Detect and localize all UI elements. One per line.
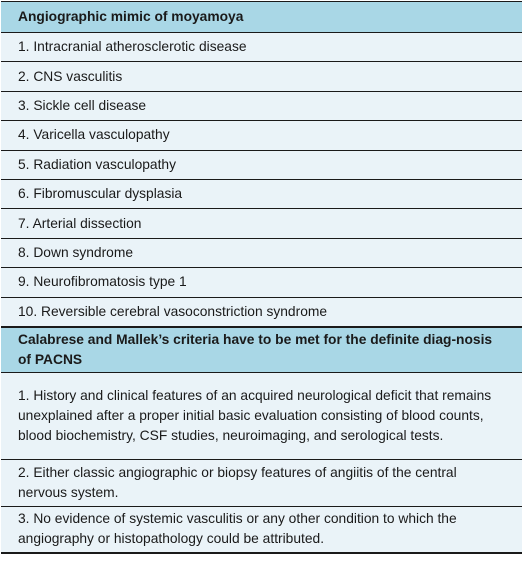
table-row: 6. Fibromuscular dysplasia — [1, 180, 522, 209]
table-row: 10. Reversible cerebral vasoconstriction syndrome — [1, 298, 522, 327]
table-row: 2. Either classic angiographic or biopsy features of angiitis of the central nervous system. — [1, 460, 522, 507]
table-row: 5. Radiation vasculopathy — [1, 151, 522, 180]
table-row: 1. History and clinical features of an acquired neurological deficit that remains unexplained after a proper initial basic evaluation consisting of blood counts, blood biochemistry, CSF studies, neuroimaging, and serological tests. — [1, 373, 522, 460]
table-row: 8. Down syndrome — [1, 239, 522, 268]
criteria-table — [1, 1, 522, 554]
table-row: 3. No evidence of systemic vasculitis or any other condition to which the angiography or histopathology could be attributed. — [1, 507, 522, 554]
table-row: 2. CNS vasculitis — [1, 62, 522, 91]
table-row: 4. Varicella vasculopathy — [1, 121, 522, 150]
section-header-moyamoya-mimics: Angiographic mimic of moyamoya — [1, 1, 522, 33]
table-row: 9. Neurofibromatosis type 1 — [1, 268, 522, 297]
table-row: 1. Intracranial atherosclerotic disease — [1, 33, 522, 62]
section-header-pacns-criteria: Calabrese and Mallek’s criteria have to be met for the definite diag-nosis of PACNS — [1, 327, 522, 373]
table-row: 7. Arterial dissection — [1, 209, 522, 238]
table-row: 3. Sickle cell disease — [1, 92, 522, 121]
